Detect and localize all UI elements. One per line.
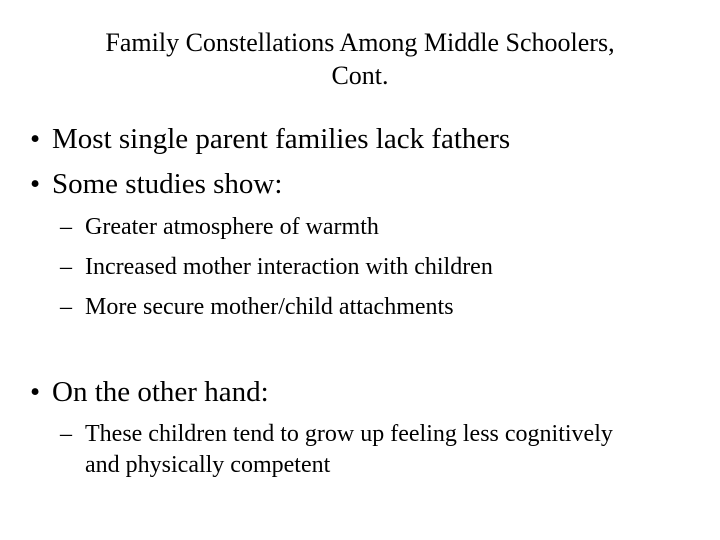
bullet-item: [30, 121, 510, 157]
sub-bullet-text: These children tend to grow up feeling less cognitively and physically competent: [85, 421, 613, 478]
sub-bullet-item: [60, 419, 620, 481]
title-line-1: Family Constellations Among Middle Schoolers,: [105, 28, 615, 57]
bullet-item: [30, 374, 269, 410]
sub-bullet-item: [60, 212, 379, 242]
bullet-text: Most single parent families lack fathers: [52, 123, 511, 155]
sub-bullet-text: Increased mother interaction with children: [85, 254, 493, 280]
title-line-2: Cont.: [331, 61, 389, 90]
slide-title: [60, 26, 660, 92]
dash-icon: –: [60, 294, 72, 320]
sub-bullet-text: Greater atmosphere of warmth: [85, 214, 379, 240]
bullet-item: [30, 166, 282, 202]
dash-icon: –: [60, 421, 72, 447]
dash-icon: –: [60, 214, 72, 240]
bullet-text: Some studies show:: [52, 168, 283, 200]
sub-bullet-text: More secure mother/child attachments: [85, 294, 454, 320]
bullet-dot-icon: •: [30, 168, 41, 200]
sub-bullet-item: [60, 252, 493, 282]
bullet-dot-icon: •: [30, 376, 41, 408]
bullet-dot-icon: •: [30, 123, 41, 155]
dash-icon: –: [60, 254, 72, 280]
bullet-text: On the other hand:: [52, 376, 269, 408]
sub-bullet-item: [60, 292, 454, 322]
